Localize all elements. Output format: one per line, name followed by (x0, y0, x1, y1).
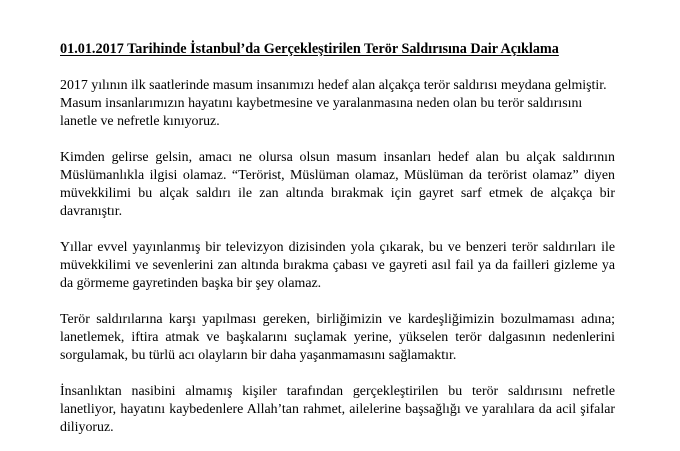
statement-document (60, 40, 615, 437)
paragraph-unity: Terör saldırılarına karşı yapılması gereken, birliğimizin ve kardeşliğimizin bozulmaması adına; lanetlemek, iftira atmak ve başkalarını suçlamak yerine, yükselen terör dalgasının nedenlerini sorgulamak, bu türlü acı olayların bir daha yaşanmamasını sağlamaktır. (60, 312, 615, 363)
document-title: 01.01.2017 Tarihinde İstanbul’da Gerçekleştirilen Terör Saldırısına Dair Açıklama (60, 41, 559, 57)
paragraph-condolences: İnsanlıktan nasibini almamış kişiler tarafından gerçekleştirilen bu terör saldırısını nefretle lanetliyor, hayatını kaybedenlere Allah’tan rahmet, ailelerine başsağlığı ve yaralılara da acil şifalar diliyoruz. (60, 384, 615, 435)
paragraph-condemnation: 2017 yılının ilk saatlerinde masum insanımızı hedef alan alçakça terör saldırısı meydana gelmiştir. Masum insanlarımızın hayatını kaybetmesine ve yaralanmasına neden olan bu terör saldırısını lanetle ve nefretle kınıyoruz. (60, 78, 607, 129)
paragraph-tv-series: Yıllar evvel yayınlanmış bir televizyon dizisinden yola çıkarak, bu ve benzeri terör saldırıları ile müvekkilimi ve sevenlerini zan altında bırakma çabası ve gayreti asıl fail ya da failleri gizleme ya da görmeme gayretinden başka bir şey olamaz. (60, 240, 615, 291)
paragraph-no-religion: Kimden gelirse gelsin, amacı ne olursa olsun masum insanları hedef alan bu alçak saldırının Müslümanlıkla ilgisi olamaz. “Terörist, Müslüman olamaz, Müslüman da terörist olamaz” diyen müvekkilimi bu alçak saldırı ile zan altında bırakmak için gayret sarf etmek de alçakça bir davranıştır. (60, 150, 615, 219)
